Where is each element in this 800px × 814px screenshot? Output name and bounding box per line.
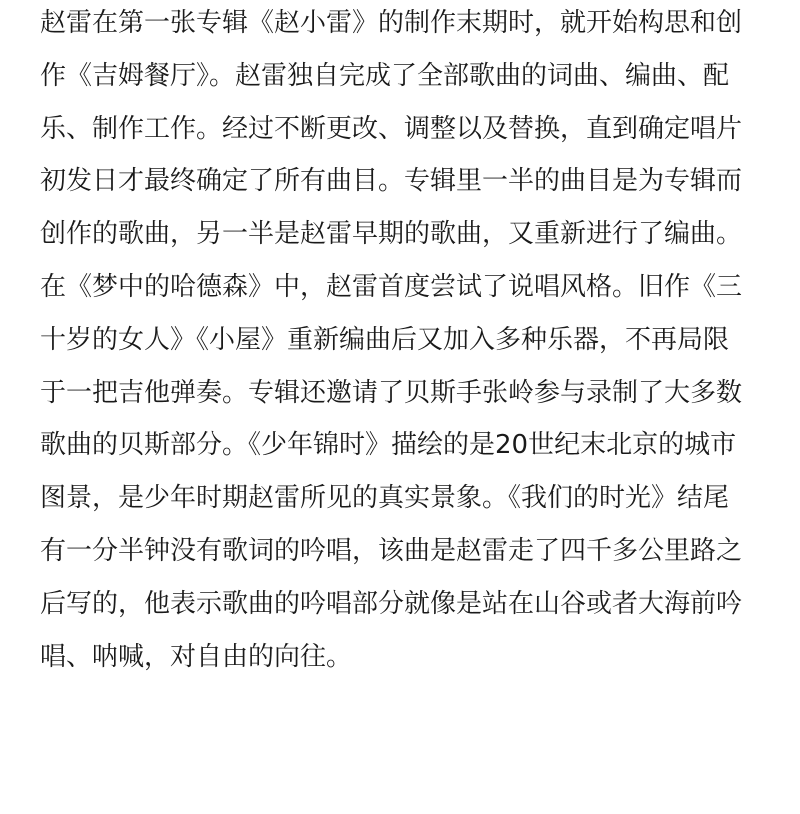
text-line: 在《梦中的哈德森》中，赵雷首度尝试了说唱风格。旧作《三 <box>40 271 743 302</box>
text-line: 初发日才最终确定了所有曲目。专辑里一半的曲目是为专辑而 <box>40 166 743 197</box>
text-line: 十岁的女人》《小屋》重新编曲后又加入多种乐器，不再局限 <box>40 324 730 355</box>
text-line: 于一把吉他弹奏。专辑还邀请了贝斯手张岭参与录制了大多数 <box>40 377 743 408</box>
text-line: 作《吉姆餐厅》。赵雷独自完成了全部歌曲的词曲、编曲、配 <box>40 60 730 91</box>
text-line: 后写的，他表示歌曲的吟唱部分就像是站在山谷或者大海前吟 <box>40 588 743 619</box>
text-line: 图景，是少年时期赵雷所见的真实景象。《我们的时光》结尾 <box>40 483 730 514</box>
text-line: 唱、呐喊，对自由的向往。 <box>40 641 353 672</box>
text-line: 乐、制作工作。经过不断更改、调整以及替换，直到确定唱片 <box>40 113 743 144</box>
text-line: 赵雷在第一张专辑《赵小雷》的制作末期时，就开始构思和创 <box>40 8 743 38</box>
text-line: 有一分半钟没有歌词的吟唱，该曲是赵雷走了四千多公里路之 <box>40 535 743 566</box>
article-body <box>40 0 760 683</box>
text-line: 创作的歌曲，另一半是赵雷早期的歌曲，又重新进行了编曲。 <box>40 219 743 250</box>
text-line: 歌曲的贝斯部分。《少年锦时》描绘的是20世纪末北京的城市 <box>40 430 737 461</box>
